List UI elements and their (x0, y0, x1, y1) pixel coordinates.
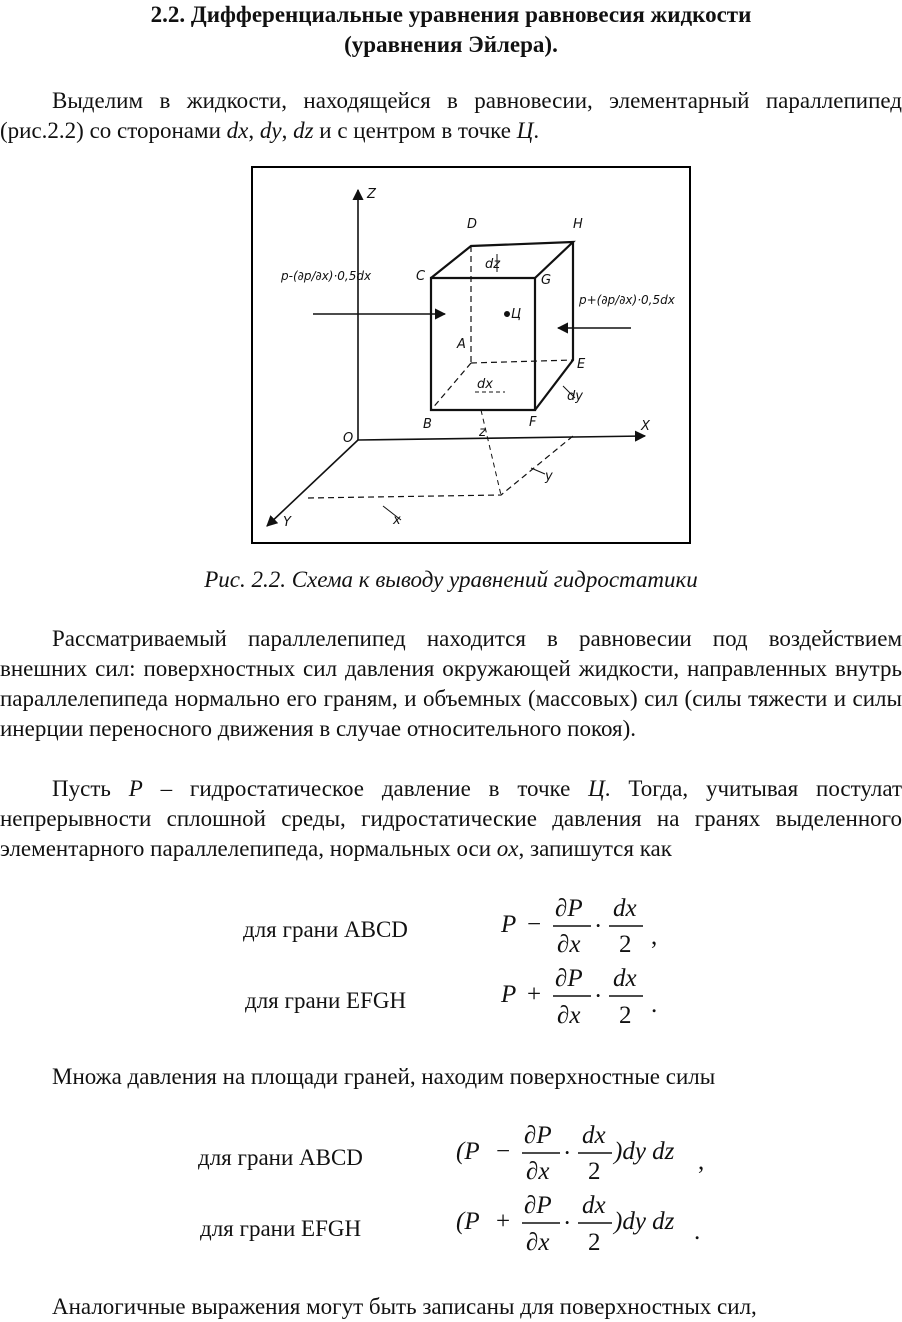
eq3-dot: · (563, 1140, 572, 1167)
eq3-num1: ∂P (524, 1122, 552, 1149)
heading-line-1: 2.2. Дифференциальные уравнения равновесия жидкости (150, 2, 752, 27)
eq2-num1: ∂P (555, 965, 583, 992)
eq1-num1: ∂P (555, 895, 583, 922)
label-h: H (573, 217, 583, 232)
eq1-num2: dx (613, 895, 637, 922)
section-heading (0, 0, 902, 60)
label-dz: dz (485, 257, 501, 272)
equation-group-1 (495, 890, 695, 1035)
intro-dy: dy (259, 118, 282, 143)
eq4-plus: + (496, 1208, 511, 1235)
paragraph-pressure (0, 774, 902, 864)
center-point (504, 311, 510, 317)
eq2-label-efgh: для грани EFGH (200, 1216, 362, 1241)
eq2-plus: + (527, 981, 542, 1008)
x-axis (358, 436, 645, 440)
figure-caption: Рис. 2.2. Схема к выводу уравнений гидростатики (204, 567, 698, 592)
label-b: B (423, 417, 432, 432)
parallelepiped-diagram (253, 168, 693, 546)
intro-end: . (533, 118, 540, 143)
eq4-den1: ∂x (526, 1229, 550, 1256)
eq2-num2: dx (613, 965, 637, 992)
eq1-den2: 2 (619, 931, 632, 958)
eq4-dot: · (563, 1210, 572, 1237)
hidden-edge-ab (431, 363, 471, 410)
z-dim-line (481, 410, 501, 495)
figure-frame (251, 166, 691, 544)
intro-sep: , (248, 118, 260, 143)
intro-dz: dz (293, 118, 314, 143)
eq3-den2: 2 (588, 1158, 601, 1185)
intro-center: Ц (516, 118, 534, 143)
label-z-dim: z (479, 425, 486, 440)
label-c: C (416, 269, 426, 284)
eq4-num1: ∂P (524, 1192, 552, 1219)
intro-sep: , (281, 118, 294, 143)
label-right-force: p+(∂p/∂x)·0,5dx (579, 293, 675, 307)
eq3-close: )dy dz (614, 1138, 675, 1165)
eq4-end: . (694, 1218, 701, 1245)
paragraph-equilibrium: Рассматриваемый параллелепипед находится в равновесии под воздействием внешних сил: поверхностных сил давления окружающей жидкости, направленных внутрь параллелепипеда нормально его граням, и объемных (массовых) сил (силы тяжести и силы инерции переносного движения в случае относительного покоя). (0, 626, 902, 741)
eq2-label-abcd: для грани ABCD (198, 1145, 363, 1170)
intro-text-2: и с центром в точке (313, 118, 517, 143)
eq4-den2: 2 (588, 1229, 601, 1256)
p3-text-3: . Тогда, учитывая постулат непрерывности сплошной среды, гидростатические давления на гранях выделенного элементарного параллелепипеда, нормальных оси (0, 776, 902, 861)
label-a: A (457, 337, 466, 352)
eq3-den1: ∂x (526, 1158, 550, 1185)
box-top-edges (431, 242, 573, 278)
eq1-label-abcd: для грани ABCD (243, 917, 408, 942)
label-x: X (641, 419, 650, 434)
label-y-dim: y (545, 469, 553, 484)
eq2-end: . (651, 991, 658, 1018)
eq3-open: (P (456, 1138, 480, 1165)
eq1-minus: − (527, 911, 542, 938)
intro-paragraph (0, 86, 902, 146)
p3-text-2: – гидростатическое давление в точке (142, 776, 589, 801)
eq3-minus: − (496, 1138, 511, 1165)
equation-group-2 (450, 1117, 730, 1262)
eq3-num2: dx (582, 1122, 606, 1149)
hidden-edge-ae (471, 360, 573, 363)
label-f: F (529, 415, 537, 430)
label-e: E (577, 357, 586, 372)
eq1-label-efgh: для грани EFGH (245, 988, 407, 1013)
label-y: Y (283, 515, 291, 530)
paragraph-analogous: Аналогичные выражения могут быть записаны для поверхностных сил, (52, 1294, 757, 1319)
label-dx: dx (477, 377, 493, 392)
eq1-dot: · (594, 913, 603, 940)
label-dy: dy (567, 389, 583, 404)
label-g: G (541, 273, 552, 288)
box-right-edges (535, 242, 573, 410)
eq4-num2: dx (582, 1192, 606, 1219)
label-center: Ц (511, 307, 522, 322)
p3-p: P (128, 776, 143, 801)
eq1-den1: ∂x (557, 931, 581, 958)
label-d: D (467, 217, 478, 232)
p3-ox: ox (496, 836, 519, 861)
eq4-close: )dy dz (614, 1208, 675, 1235)
label-left-force: p-(∂p/∂x)·0,5dx (281, 269, 372, 283)
eq2-den2: 2 (619, 1002, 632, 1029)
intro-text: Выделим в жидкости, находящейся в равновесии, элементарный параллепипед (рис.2.2) со сторонами (0, 88, 902, 143)
y-axis (267, 440, 358, 526)
label-o: O (343, 431, 354, 446)
eq4-open: (P (456, 1208, 480, 1235)
p3-text-1: Пусть (52, 776, 129, 801)
label-x-dim: x (393, 513, 401, 528)
eq2-p: P (501, 981, 517, 1008)
eq1-end: , (651, 923, 658, 950)
eq2-den1: ∂x (557, 1002, 581, 1029)
paragraph-surface-forces: Множа давления на площади граней, находим поверхностные силы (52, 1064, 716, 1089)
eq2-dot: · (594, 983, 603, 1010)
p3-text-4: , запишутся как (518, 836, 672, 861)
intro-dx: dx (226, 118, 249, 143)
eq3-end: , (698, 1148, 705, 1175)
label-z: Z (367, 187, 376, 202)
y-dim-tick (531, 468, 545, 474)
heading-line-2: (уравнения Эйлера). (344, 32, 558, 57)
p3-center: Ц (588, 776, 605, 801)
eq1-p: P (501, 911, 517, 938)
